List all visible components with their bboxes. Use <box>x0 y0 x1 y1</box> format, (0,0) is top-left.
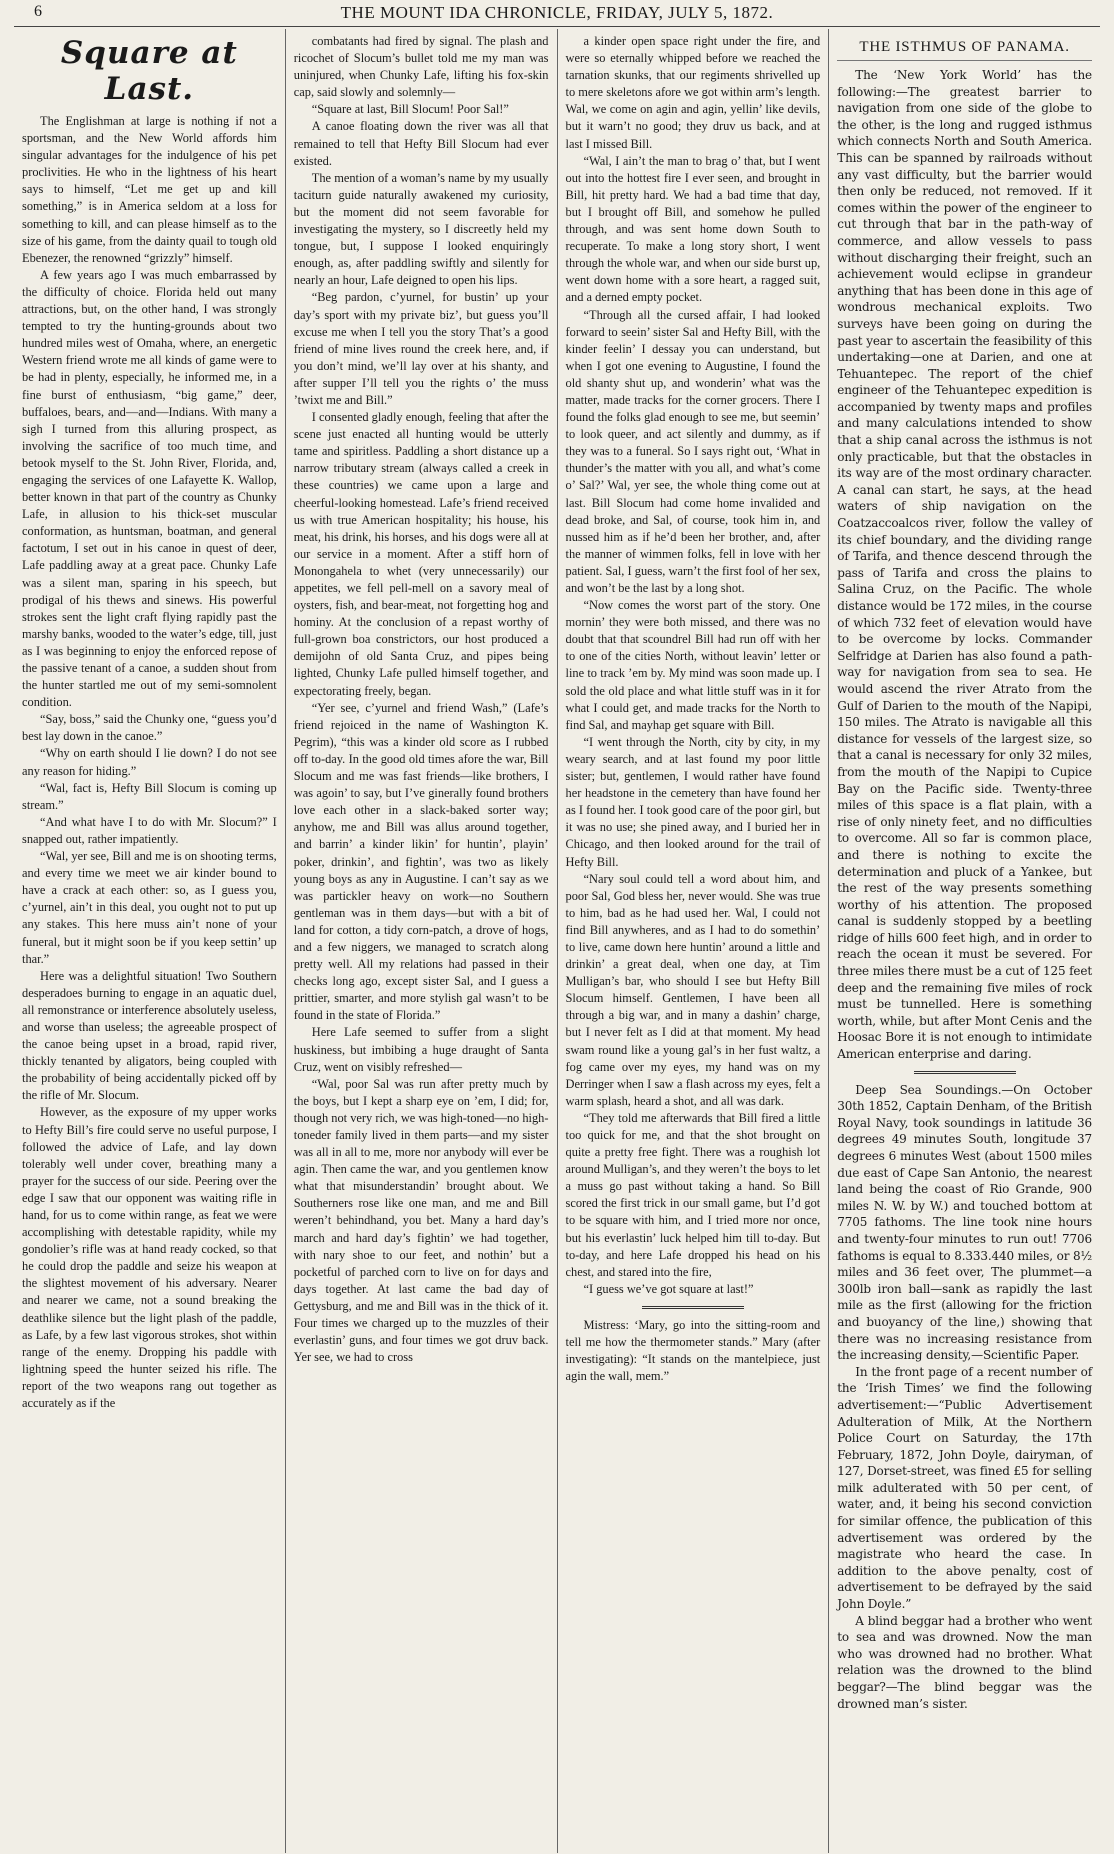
article-paragraph: The mention of a woman’s name by my usually taciturn guide naturally awakened my curiosity, but the moment did not seem favorable for investigating the mystery, so I discreetly held my tongue, but, I suppose I looked enquiringly enough, as, after paddling swiftly and silently for nearly an hour, Lafe deigned to open his lips. <box>293 170 549 288</box>
article-paragraph: A few years ago I was much embarrassed by the difficulty of choice. Florida held out many attractions, but, on the other hand, I was strongly tempted to try the hunting-grounds about two hundred miles west of Omaha, where, an energetic Western friend wrote me all kinds of game were to be had in plenty, especially, he informed me, in a fine burst of enthusiasm, “big game,” deer, buffaloes, bears, and—and—Indians. With many a sigh I turned from this alluring prospect, as involving the sacrifice of too much time, and betook myself to the St. John River, Florida, and, engaging the services of one Lafayette K. Wallop, better known in that part of the country as Chunky Lafe, in allusion to his thick-set muscular conformation, as huntsman, boatman, and general factotum, I set out in his canoe in quest of deer, Lafe paddling away at a great pace. Chunky Lafe was a silent man, sparing in his speech, but prodigal of his thews and sinews. His powerful strokes sent the light craft flying rapidly past the marshy banks, wooded to the water’s edge, till, just as I was beginning to enjoy the enforced repose of the passive tenant of a canoe, a sudden shout from the hunter startled me out of my semi-somnolent condition. <box>22 267 277 710</box>
article-paragraph: “Now comes the worst part of the story. One mornin’ they were both missed, and there was no doubt that that scoundrel Bill had run off with her to one of the cities North, without leavin’ letter or line to track ’em by. My mind was soon made up. I sold the old place and what little stuff was in it for what I could get, and made tracks for the North to find Sal, and mayhap get square with Bill. <box>565 598 821 732</box>
article-paragraph: A canoe floating down the river was all that remained to tell that Hefty Bill Slocum had ever existed. <box>293 119 549 168</box>
article-paragraph: “Nary soul could tell a word about him, and poor Sal, God bless her, never would. She was true to him, bad as he had used her. Wal, I could not find Bill anywheres, and as I had to do somethin’ to live, came down here huntin’ around a little and drinkin’ a great deal, when one day, at Tim Mulligan’s bar, who should I see but Hefty Bill Slocum himself. Gentlemen, I have been all through a big war, and in many a dashin’ charge, but I never felt as I did at that moment. My head swam round like a young gal’s in her fust waltz, a fog came over my eyes, my hand was on my Derringer when I saw a flash across my eyes, felt a warm splash, heard a shot, and all was dark. <box>565 871 821 1108</box>
article-paragraph: “Wal, poor Sal was run after pretty much by the boys, but I kept a sharp eye on ’em, I did; for, though not very rich, we was high-toned—no high-toneder family lived in them parts—and my sister was all in all to me, more nor anybody will ever be agin. Then came the war, and you gentlemen know what that misunderstandin’ brought about. We Southerners rose like one man, and me and Bill weren’t behindhand, you bet. Many a hard day’s march and hard day’s fightin’ we had together, with nary shoe to our feet, and nothin’ but a pocketful of parched corn to live on for days and days together. At last came the bad day of Gettysburg, and me and Bill was in the thick of it. Four times we charged up to the muzzles of their everlastin’ guns, and four times we got druv back. Yer see, we had to cross <box>293 1076 549 1365</box>
article-paragraph: Deep Sea Soundings.—On October 30th 1852, Captain Denham, of the British Royal Navy, took soundings in latitude 36 degrees 49 minutes South, longitude 37 degrees 6 minutes West (about 1500 miles due east of Cape San Antonio, the nearest land being the coast of Rio Grande, 900 miles N. W. by W.) and touched bottom at 7705 fathoms. The line took nine hours and twenty-four minutes to run out! 7706 fathoms is equal to 8.333.440 miles, or 8½ miles and 36 feet over, The plummet—a 300lb iron ball—sank as rapidly the last mile as the first (allowing for the friction and buoyancy of the line,) showing that there was no increasing resistance from the increasing density,—Scientific Paper. <box>837 1082 1092 1363</box>
masthead <box>14 0 1100 27</box>
newspaper-title: THE MOUNT IDA CHRONICLE, FRIDAY, JULY 5, 1872. <box>340 3 774 22</box>
story-col1-paragraphs <box>22 113 277 1412</box>
section-divider <box>914 1071 1016 1074</box>
article-paragraph: In the front page of a recent number of the ‘Irish Times’ we find the following advertisement:—“Public Advertisement Adulteration of Milk, At the Northern Police Court on Saturday, the 17th February, 1872, John Doyle, dairyman, of 127, Dorset-street, was fined £5 for selling milk adulterated with 50 per cent, of water, and, it being his second conviction for similar offence, the publication of this advertisement was ordered by the magistrate who heard the case. In addition to the above penalty, cost of advertisement to be defrayed by the said John Doyle.” <box>837 1364 1092 1612</box>
column-4 <box>829 29 1100 1853</box>
isthmus-title: THE ISTHMUS OF PANAMA. <box>837 39 1092 61</box>
column-1 <box>14 29 286 1853</box>
article-paragraph: The Englishman at large is nothing if not a sportsman, and the New World affords him singular advantages for the indulgence of his pet proclivities. He who in the lightness of his heart says to himself, “Let me get up and kill something,” is in America seldom at a loss for something to kill, and can please himself as to the size of his game, from the dainty quail to tough old Ebenezer, the renowned “grizzly” himself. <box>22 114 277 265</box>
article-paragraph: “I guess we’ve got square at last!” <box>583 1281 754 1296</box>
article-paragraph: “Why on earth should I lie down? I do not see any reason for hiding.” <box>22 746 277 778</box>
article-paragraph: a kinder open space right under the fire, and were so eternally whipped before we reached the tarnation skunks, that our regiments shrivelled up to mere skeletons afore we got within arm’s length. Wal, we come on agin and agin, yellin’ like devils, but it warn’t no good; they druv us back, and at last I missed Bill. <box>565 34 821 151</box>
article-paragraph: “Wal, I ain’t the man to brag o’ that, but I went out into the hottest fire I ever seen, and brought in Bill, hit pretty hard. We had a bad time that day, but I brought off Bill, and somehow he pulled through, and was sent home down South to recuperate. To make a long story short, I went through the whole war, and when our side burst up, went down home with a sore heart, a ragged suit, and a derned empty pocket. <box>565 153 821 305</box>
article-paragraph: “Yer see, c’yurnel and friend Wash,” (Lafe’s friend rejoiced in the name of Washington K. Pegrim), “this was a kinder old score as I rubbed off to-day. In the good old times afore the war, Bill Slocum and me was fast friends—like brothers, I was agoin’ to say, but I’ve ginerally found brothers love each other in a slack-baked sorter way; anyhow, me and Bill was allus around together, and barrin’ a kinder likin’ for huntin’, playin’ poker, drinkin’, and fightin’, was two as likely young boys as any in Augustine. I can’t say as we was partickler heavy on work—no Southern gentleman was in them days—but with a bit of land for cotton, a tidy corn-patch, a drove of hogs, and a few niggers, we managed to scratch along pretty well. All my relations had passed in their checks long ago, except sister Sal, and I guess a prittier, smarter, and more stylish gal wasn’t to be found in the state of Florida.” <box>293 700 549 1023</box>
article-paragraph: “And what have I to do with Mr. Slocum?” I snapped out, rather impatiently. <box>22 814 277 846</box>
mistress-anecdote: Mistress: ‘Mary, go into the sitting-room and tell me how the thermometer stands.” Mary (after investigating): “It stands on the mantelpiece, just agin the wall, mem.” <box>565 1317 821 1384</box>
article-paragraph: I consented gladly enough, feeling that after the scene just enacted all hunting would be utterly tame and spiritless. Paddling a short distance up a narrow tributary stream (always called a creek in these countries) we came upon a large and cheerful-looking homestead. Lafe’s friend received us with true American hospitality; his house, his meat, his drink, his horses, and his dogs were all at our service in a moment. After a stiff horn of Monongahela to whet (very unnecessarily) our appetites, we fell pell-mell on a savory meal of oysters, fish, and bear-meat, not forgetting hog and hominy. At the conclusion of a repast worthy of full-grown boa constrictors, our host produced a demijohn of old Santa Cruz, and pipes being lighted, Chunky Lafe pulled himself together, and expectorating freely, began. <box>293 410 549 698</box>
story-title: Square at Last. <box>60 35 238 107</box>
article-paragraph: “They told me afterwards that Bill fired a little too quick for me, and that the shot brought on quite a pretty free fight. There was a roughish lot around Mulligan’s, and they weren’t the boys to let a muss go past without taking a hand. So Bill scored the first trick in our small game, but I’d got to be square with him, and I tried more nor once, but his everlastin’ luck helped him till to-day. But to-day, and here Lafe dropped his head on his chest, and stared into the fire, <box>565 1110 821 1279</box>
column-2 <box>286 29 558 1853</box>
story-col3-paragraphs <box>566 33 821 1298</box>
article-paragraph: “I went through the North, city by city, in my weary search, and at last found my poor little sister; but, gentlemen, I would rather have found her headstone in the cemetery than have found her as I found her. I took good care of the poor girl, but it was no use; she pined away, and I buried her in Chicago, and then looked around for the trail of Hefty Bill. <box>565 734 821 869</box>
article-paragraph: “Beg pardon, c’yurnel, for bustin’ up your day’s sport with my private biz’, but guess you’ll excuse me when I tell you the story That’s a good friend of mine lives round the creek here, and, if you don’t mind, we’ll lay over at his shanty, and after supper I’ll tell you the rights o’ the muss ’twixt me and Bill.” <box>293 290 549 407</box>
article-paragraph: However, as the exposure of my upper works to Hefty Bill’s fire could serve no useful purpose, I followed the advice of Lafe, and lay down tolerably well under cover, breathing many a prayer for the success of our side. Peering over the edge I saw that our opponent was waiting rifle in hand, for us to come within range, as feat we were accomplishing with detestable rapidity, while my gondolier’s rifle was at hand ready cocked, so that he could drop the paddle and seize his weapon at the slightest movement of his adversary. Nearer and nearer we came, not a sound breaking the deathlike silence but the light plash of the paddle, as Lafe, by a few last vigorous strokes, shot within range of the enemy. Dropping his paddle with lightning speed the hunter seized his rifle. The report of the two weapons rang out together as accurately as if the <box>22 1105 277 1411</box>
isthmus-paragraphs <box>837 67 1092 1063</box>
article-paragraph: “Wal, yer see, Bill and me is on shooting terms, and every time we meet we air kinder bound to have a crack at each other: so, as I guess you, c’yurnel, ain’t in this deal, you ought not to put up any stakes. This here muss ain’t none of your funeral, but it might soon be if you keep settin’ up thar.” <box>22 849 277 966</box>
article-paragraph: A blind beggar had a brother who went to sea and was drowned. Now the man who was drowned had no brother. What relation was the drowned to the blind beggar?—The blind beggar was the drowned man’s sister. <box>837 1613 1092 1711</box>
article-paragraph: “Say, boss,” said the Chunky one, “guess you’d best lay down in the canoe.” <box>22 712 277 744</box>
article-paragraph: “Square at last, Bill Slocum! Poor Sal!” <box>311 102 509 117</box>
column-3 <box>558 29 830 1853</box>
columns <box>14 29 1100 1853</box>
deep-sea-paragraphs <box>837 1082 1092 1713</box>
article-paragraph: Here was a delightful situation! Two Southern desperadoes burning to engage in an aquatic duel, all remonstrance or interference absolutely useless, and worse than useless; the agreeable prospect of the canoe being upset in a broad, rapid river, thickly tenanted by aligators, being coupled with the probability of being accidentally picked off by the rifle of Mr. Slocum. <box>22 968 277 1103</box>
section-divider <box>642 1306 744 1309</box>
story-col2-paragraphs <box>294 33 549 1366</box>
article-paragraph: combatants had fired by signal. The plash and ricochet of Slocum’s bullet told me my man was uninjured, when Chunky Lafe, lifting his fox-skin cap, said slowly and solemnly— <box>293 34 549 100</box>
article-paragraph: “Wal, fact is, Hefty Bill Slocum is coming up stream.” <box>22 780 277 812</box>
article-paragraph: “Through all the cursed affair, I had looked forward to seein’ sister Sal and Hefty Bill, with the kinder feelin’ I dessay you can understand, but when I got one evening to Augustine, I found the old shanty shut up, and wonderin’ what was the matter, made tracks for the corner grocers. There I found the folks glad enough to see me, but seemin’ to look queer, and act silently and dummy, as if they was to a funeral. So I says right out, ‘What in thunder’s the matter with you all, and what’s come o’ Sal?’ Wal, yer see, the whole thing come out at last. Bill Slocum had come home invalided and dead broke, and Sal, of course, took him in, and nussed him as if he’d been her brother, and, after the manner of wimmen folks, fell in love with her patient. Sal, I guess, warn’t the first fool of her sex, and won’t be the last by a long shot. <box>565 307 821 595</box>
article-paragraph: Here Lafe seemed to suffer from a slight huskiness, but imbibing a huge draught of Santa Cruz, went on visibly refreshed— <box>293 1025 549 1074</box>
page-number: 6 <box>34 3 43 20</box>
article-paragraph: The ‘New York World’ has the following:—The greatest barrier to navigation from one side of the globe to the other, is the long and rugged isthmus which connects North and South America. This can be spanned by railroads without any vast difficulty, but the barrier would then only be reduced, not removed. If it comes within the power of the engineer to cut through that bar in the path-way of commerce, and allow vessels to pass without discharging their freight, such an achievement would eclipse in grandeur anything that has been done in this age of wondrous mechanical exploits. Two surveys have been going on during the past year to ascertain the feasibility of this undertaking—one at Darien, and one at Tehuantepec. The report of the chief engineer of the Tehuantepec expedition is accompanied by twenty maps and profiles and many calculations intended to show that a ship canal across the isthmus is not only practicable, but that the obstacles in its way are of the most ordinary character. A canal can start, he says, at the head waters of ship navigation on the Coatzaccoalcos river, follow the valley of its chief boundary, and the dividing range of Tarifa, and thence descend through the pass of Tarifa and cross the plains to Salina Cruz, on the Pacific. The whole distance would be 172 miles, in the course of which 732 feet of elevation would have to be overcome by locks. Commander Selfridge at Darien has also found a path-way for navigation from sea to sea. He would ascend the river Atrato from the Gulf of Darien to the mouth of the Napipi, 150 miles. The Atrato is navigable all this distance for vessels of the largest size, so that a canal is necessary for only 32 miles, from the mouth of the Napipi to Cupice Bay on the Pacific side. Twenty-three miles of this space is a flat plain, with a rise of only ninety feet, and no difficulties to overcome. All so far is common place, and there is nothing to excite the determination and pluck of a Yankee, but the rest of the way presents something worthy of his attention. The proposed canal is suddenly stopped by a beetling ridge of hills 600 feet high, and in order to reach the ocean it must be severed. For three miles there must be a cut of 125 feet deep and the remaining five miles of rock must be tunnelled. Here is something worth, while, but after Mont Cenis and the Hoosac Bore it is not enough to intimidate American enterprise and daring. <box>837 68 1092 1062</box>
